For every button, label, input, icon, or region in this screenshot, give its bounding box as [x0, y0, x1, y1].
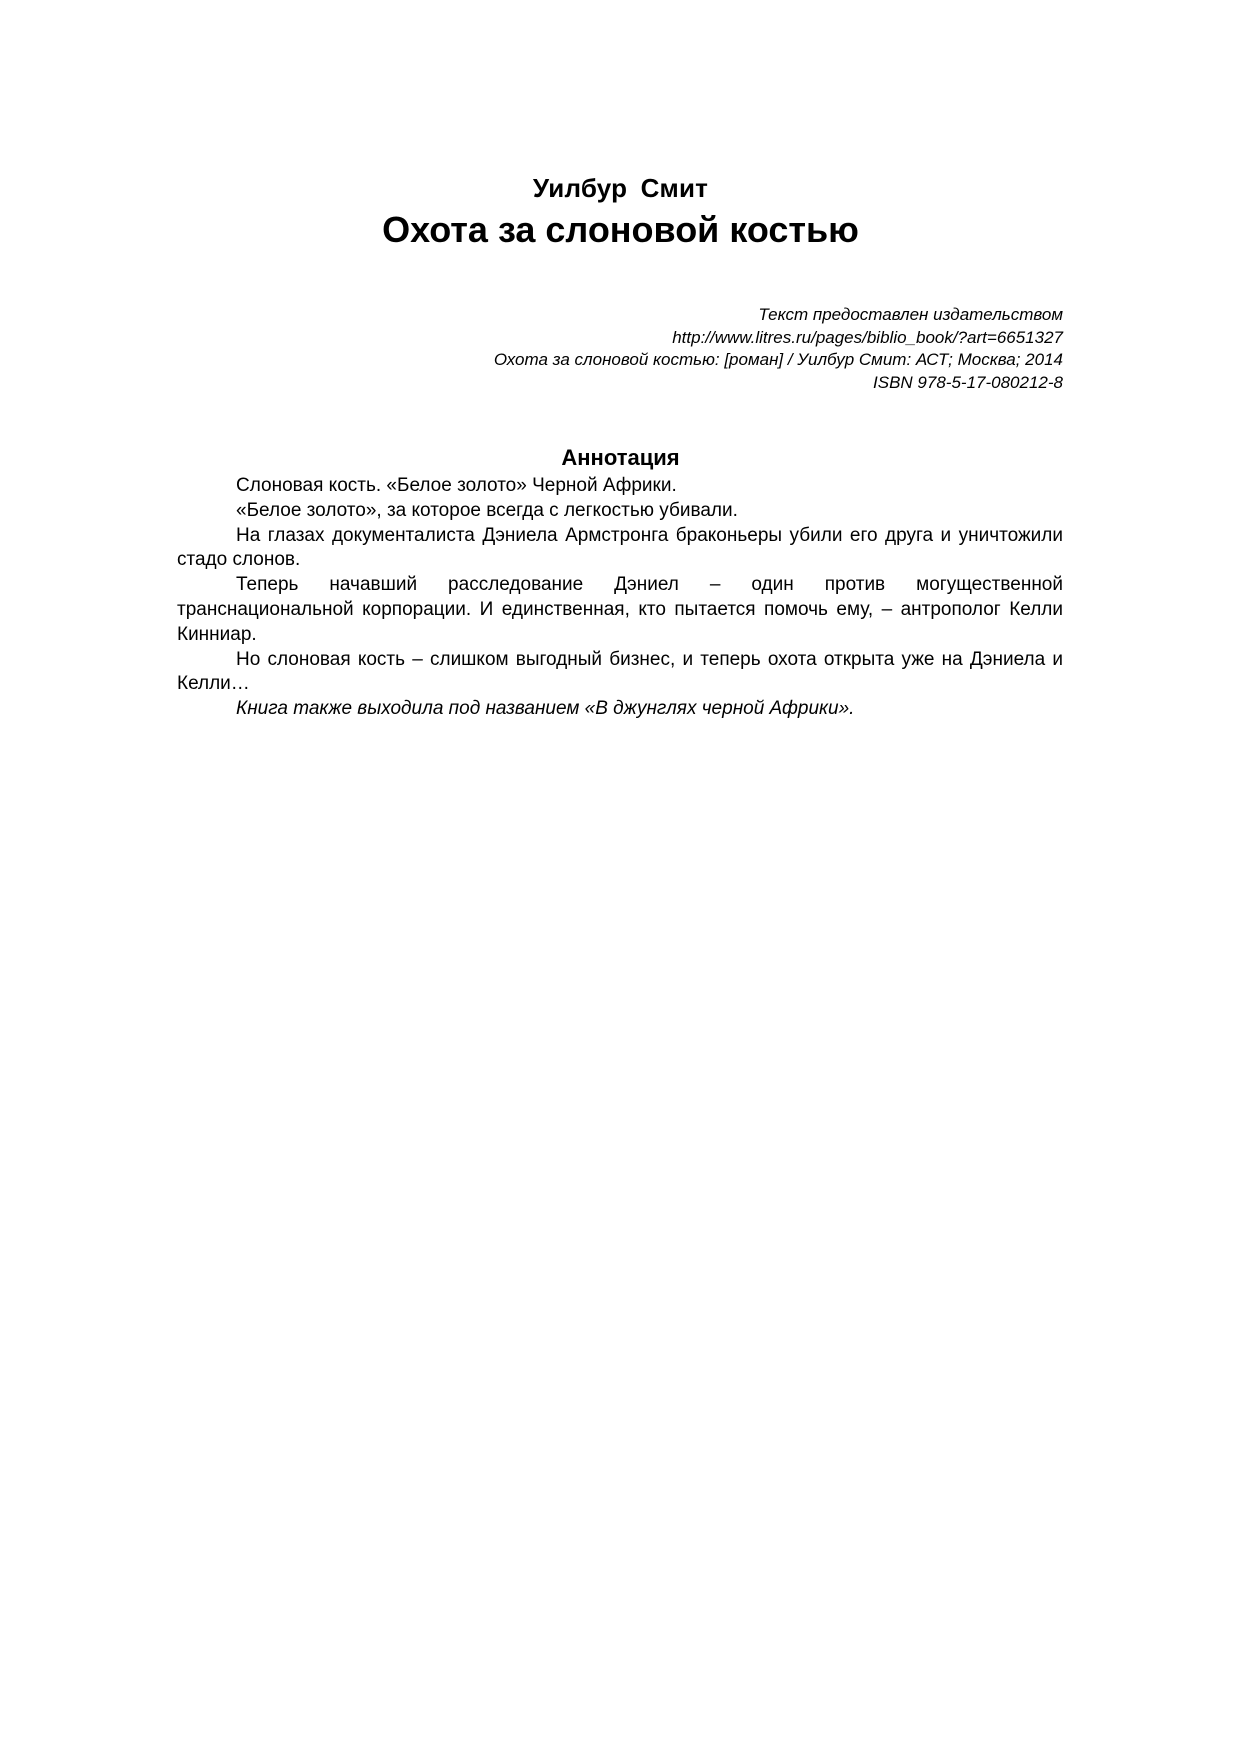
publisher-info [494, 304, 1063, 394]
annotation-body [177, 474, 1063, 722]
isbn: ISBN 978-5-17-080212-8 [873, 372, 1063, 392]
annotation-paragraph: Но слоновая кость – слишком выгодный бизнес, и теперь охота открыта уже на Дэниела и Келли… [177, 648, 1063, 695]
annotation-paragraph: Слоновая кость. «Белое золото» Черной Африки. [236, 475, 677, 496]
annotation-note: Книга также выходила под названием «В джунглях черной Африки». [236, 698, 855, 720]
annotation-paragraph: «Белое золото», за которое всегда с легкостью убивали. [236, 499, 738, 521]
publisher-line: Текст предоставлен издательством [758, 305, 1063, 324]
annotation-heading: Аннотация [561, 445, 680, 470]
book-title: Охота за слоновой костью [382, 209, 859, 250]
annotation-paragraph: Теперь начавший расследование Дэниел – один против могущественной транснациональной корпорации. И единственная, кто пытается помочь ему, – антрополог Келли Кинниар. [177, 574, 1063, 645]
annotation-paragraph: На глазах документалиста Дэниела Армстронга браконьеры убили его друга и уничтожили стадо слонов. [177, 524, 1063, 571]
source-url: http://www.litres.ru/pages/biblio_book/?art=6651327 [672, 327, 1063, 347]
bibliographic-record: Охота за слоновой костью: [роман] / Уилбур Смит: АСТ; Москва; 2014 [493, 350, 1063, 369]
author-name: Уилбур Смит [532, 173, 709, 203]
